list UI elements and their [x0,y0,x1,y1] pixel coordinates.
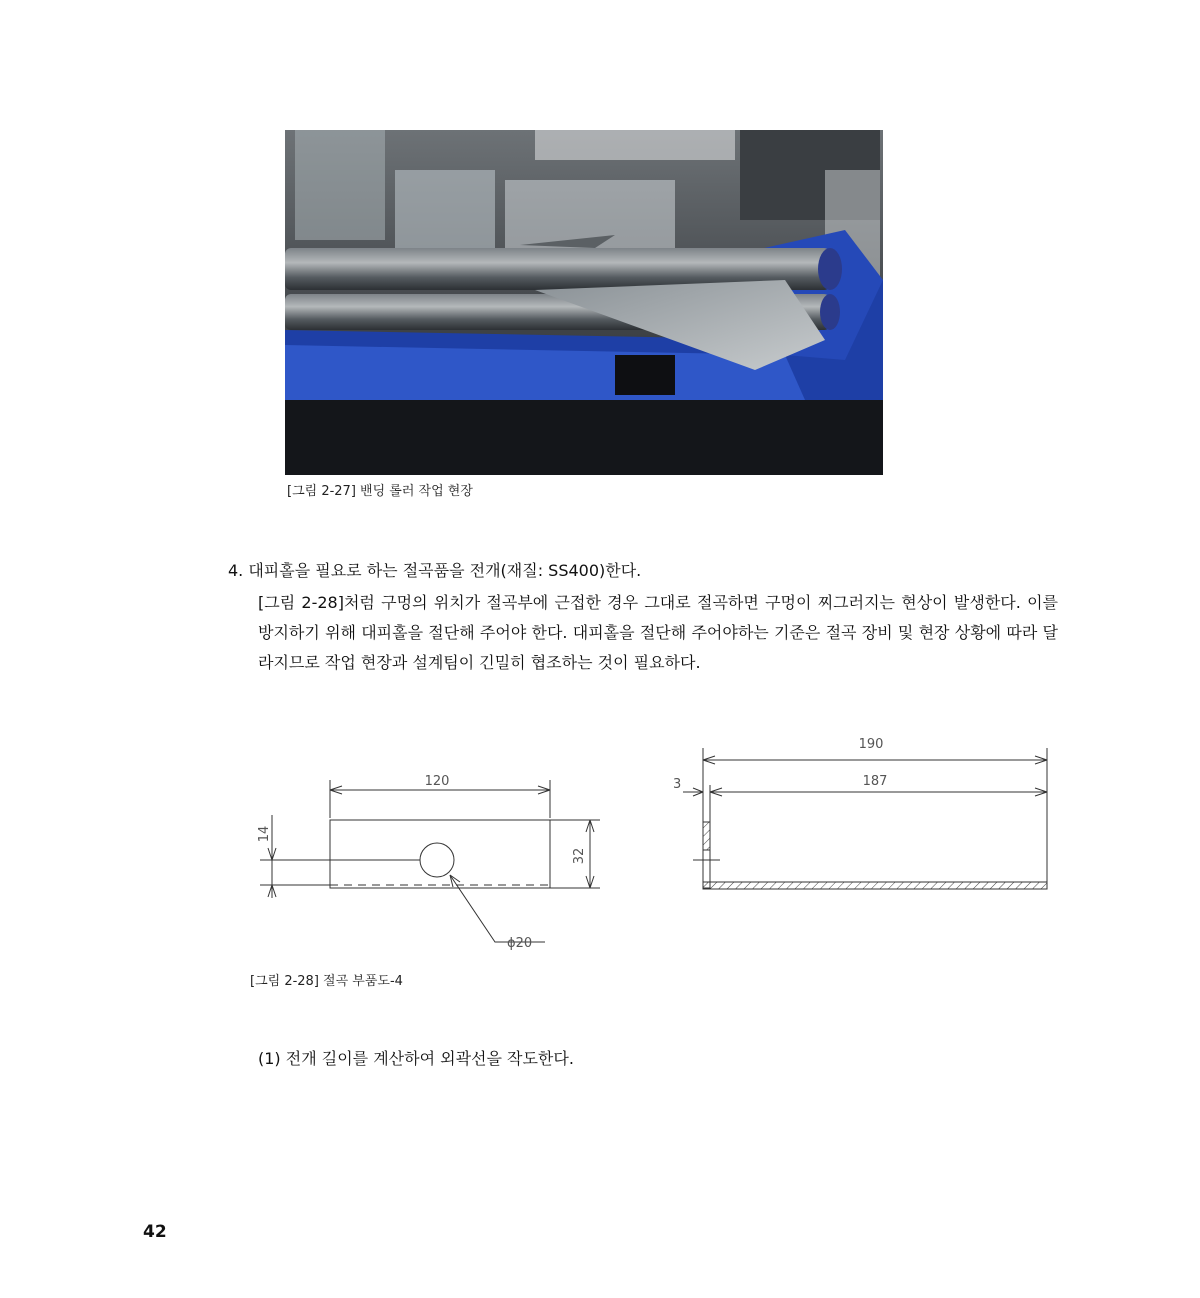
bending-roller-illustration [285,130,883,475]
section-paragraph: [그림 2-28]처럼 구멍의 위치가 절곡부에 근접한 경우 그대로 절곡하면 구멍이 찌그러지는 현상이 발생한다. 이를 방지하기 위해 대피홀을 절단해 주어야 한다. 대피홀을 절단해 주어야하는 기준은 절곡 장비 및 현장 상황에 따라 달라지므로 작업 현장과 설계팀이 긴밀히 협조하는 것이 필요하다. [258,593,1058,672]
page-number: 42 [143,1222,167,1242]
part-drawing-side-view [665,730,1055,910]
step-instruction: (1) 전개 길이를 계산하여 외곽선을 작도한다. [258,1049,574,1068]
inner-dim-text: 187 [862,774,888,789]
hole-offset-dim-text: 14 [257,825,272,843]
total-dim-text: 190 [858,737,884,752]
part-outline [330,820,550,888]
width-dim-text: 120 [424,774,450,789]
figure-27-caption: [그림 2-27] 밴딩 롤러 작업 현장 [287,484,473,499]
bending-roller-photo [285,130,883,475]
hole-circle [420,843,454,877]
part-section [703,822,1047,889]
height-dim-text: 32 [572,847,587,865]
figure-28-caption: [그림 2-28] 절곡 부품도-4 [250,974,403,989]
part-drawing-front-view [245,770,605,960]
section-heading: 4. 대피홀을 필요로 하는 절곡품을 전개(재질: SS400)한다. [228,561,642,580]
thickness-dim-text: 3 [673,777,682,792]
hole-dia-dim-text: ϕ20 [507,936,533,951]
